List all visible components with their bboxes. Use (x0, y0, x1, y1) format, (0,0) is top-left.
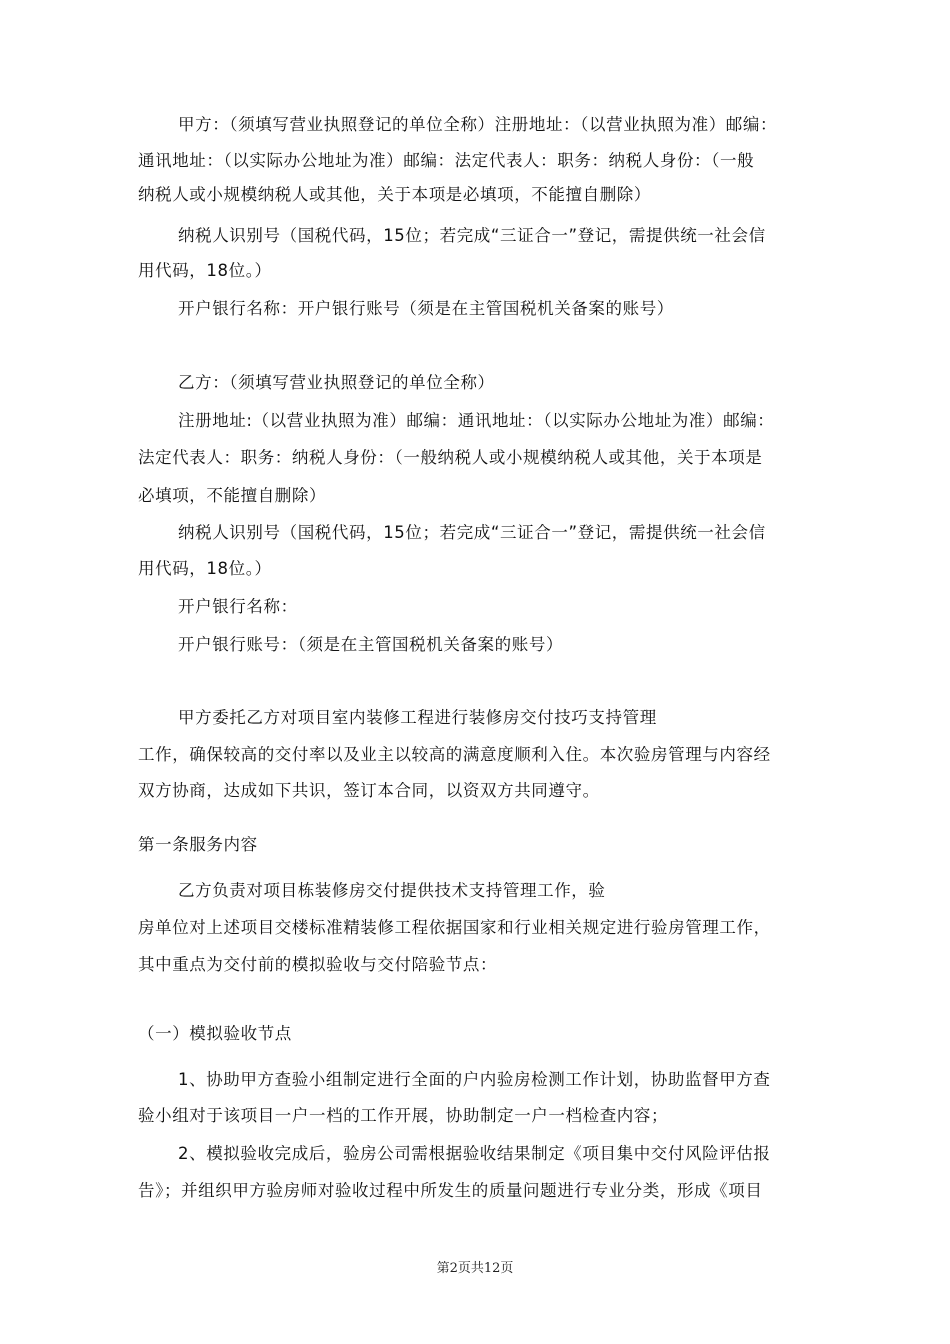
intro-line-2: 工作，确保较高的交付率以及业主以较高的满意度顺利入住。本次验房管理与内容经 (138, 745, 771, 764)
party-a-line-3: 纳税人或小规模纳税人或其他，关于本项是必填项，不能擅自删除） (138, 185, 651, 204)
intro-line-1: 甲方委托乙方对项目室内装修工程进行装修房交付技巧支持管理 (178, 708, 657, 727)
section-1-item-2-line-2: 告》；并组织甲方验房师对验收过程中所发生的质量问题进行专业分类，形成《项目 (138, 1181, 763, 1200)
party-a-line-2: 通讯地址：（以实际办公地址为准）邮编：法定代表人：职务：纳税人身份：（一般 (138, 151, 755, 170)
section-1-item-2-line-1: 2、模拟验收完成后，验房公司需根据验收结果制定《项目集中交付风险评估报 (178, 1144, 771, 1163)
party-a-bank: 开户银行名称：开户银行账号（须是在主管国税机关备案的账号） (178, 299, 674, 318)
party-b-bank-account: 开户银行账号：（须是在主管国税机关备案的账号） (178, 635, 564, 654)
section-1-title: （一）模拟验收节点 (138, 1024, 292, 1043)
party-a-tax-id-line-1: 纳税人识别号（国税代码，15位；若完成“三证合一”登记，需提供统一社会信 (178, 226, 766, 245)
party-b-tax-id-line-1: 纳税人识别号（国税代码，15位；若完成“三证合一”登记，需提供统一社会信 (178, 523, 766, 542)
party-b-line-3: 法定代表人：职务：纳税人身份：（一般纳税人或小规模纳税人或其他，关于本项是 (138, 448, 763, 467)
article-1-line-3: 其中重点为交付前的模拟验收与交付陪验节点： (138, 955, 498, 974)
section-1-item-1-line-1: 1、协助甲方查验小组制定进行全面的户内验房检测工作计划，协助监督甲方查 (178, 1070, 771, 1089)
article-1-line-2: 房单位对上述项目交楼标准精装修工程依据国家和行业相关规定进行验房管理工作， (138, 918, 771, 937)
intro-line-3: 双方协商，达成如下共识，签订本合同，以资双方共同遵守。 (138, 781, 600, 800)
article-1-title: 第一条服务内容 (138, 835, 258, 854)
party-b-line-4: 必填项，不能擅自删除） (138, 486, 327, 505)
party-a-line-1: 甲方：（须填写营业执照登记的单位全称）注册地址：（以营业执照为准）邮编： (178, 115, 778, 134)
page-footer: 第2页共12页 (436, 1261, 514, 1276)
article-1-line-1: 乙方负责对项目栋装修房交付提供技术支持管理工作，验 (178, 881, 606, 900)
section-1-item-1-line-2: 验小组对于该项目一户一档的工作开展，协助制定一户一档检查内容； (138, 1106, 669, 1125)
party-b-line-1: 乙方：（须填写营业执照登记的单位全称） (178, 373, 495, 392)
party-b-line-2: 注册地址:（以营业执照为准）邮编：通讯地址：（以实际办公地址为准）邮编： (178, 411, 775, 430)
party-a-tax-id-line-2: 用代码，18位。） (138, 261, 272, 280)
party-b-tax-id-line-2: 用代码，18位。） (138, 559, 272, 578)
party-b-bank-name: 开户银行名称： (178, 597, 298, 616)
